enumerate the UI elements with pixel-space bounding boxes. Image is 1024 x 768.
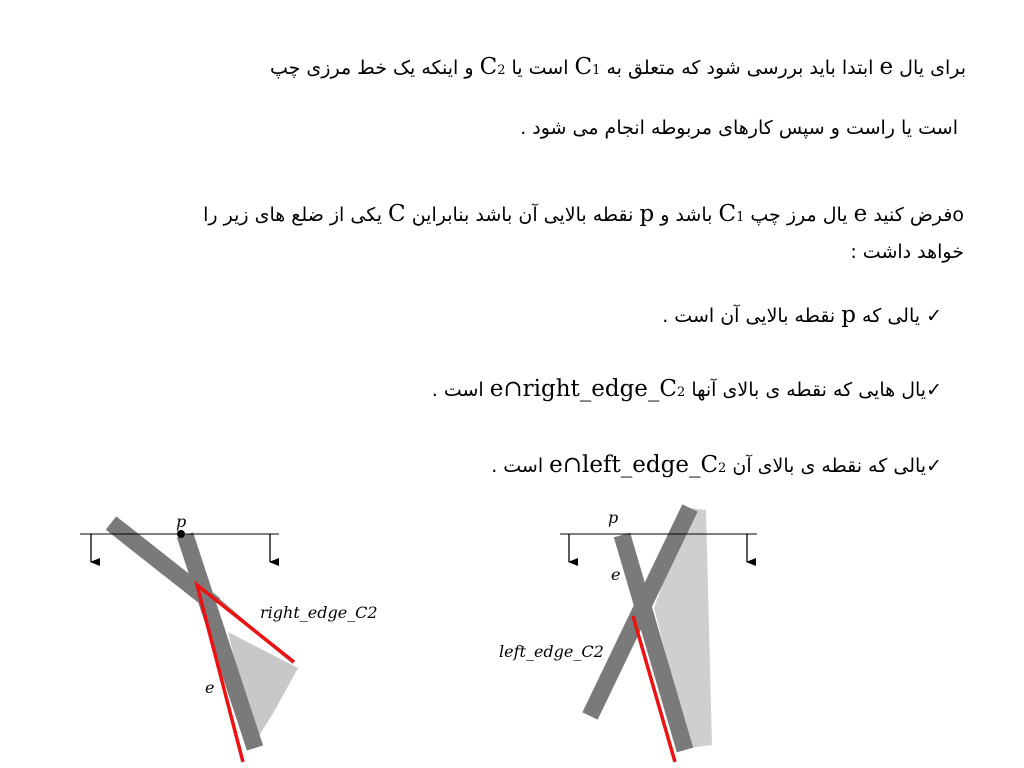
b2-expr-main: e∩right_edge_C	[489, 376, 678, 402]
p2-t3: باشد و	[660, 204, 713, 226]
checkmark-icon: ✓	[926, 305, 942, 327]
left-p-label: p	[176, 512, 187, 531]
p2-c1-subscript: 1	[736, 210, 745, 225]
c2-subscript: 2	[497, 63, 506, 78]
p2-c-symbol: C	[388, 201, 406, 227]
p1-mid: ابتدا باید بررسی شود که متعلق به	[606, 57, 874, 79]
b3-t2: است .	[491, 455, 544, 477]
p2-c1-letter: C	[718, 201, 737, 227]
b1-p-symbol: p	[841, 302, 856, 328]
paragraph-1-line-2: است یا راست و سپس کارهای مربوطه انجام می شود .	[520, 117, 958, 139]
b3-expr-main: e∩left_edge_C	[549, 452, 719, 478]
checkmark-icon: ✓	[926, 379, 942, 401]
circle-bullet-icon: o	[952, 204, 964, 226]
p1-prefix: برای یال	[899, 57, 966, 79]
b3-expr-subscript: 2	[718, 461, 727, 476]
c1-letter: C	[574, 54, 593, 80]
right-p-label: p	[608, 508, 619, 527]
checkmark-icon: ✓	[926, 455, 942, 477]
left-e-label: e	[205, 678, 215, 697]
figure-left	[80, 512, 378, 762]
left-point-p	[177, 530, 185, 538]
figure-right	[499, 508, 757, 762]
b1-t2: نقطه بالایی آن است .	[662, 305, 836, 327]
p2-t1: فرض کنید	[873, 204, 953, 226]
right-shaded-region	[654, 508, 712, 748]
p2-t4: نقطه بالایی آن باشد بنابراین	[411, 204, 634, 226]
c1-subscript: 1	[592, 63, 601, 78]
p1-suffix: و اینکه یک خط مرزی چپ	[269, 57, 474, 79]
right-edge-label: left_edge_C2	[499, 642, 604, 661]
left-edge-label: right_edge_C2	[260, 603, 378, 622]
p2-t5: یکی از ضلع های زیر را	[203, 204, 382, 226]
edge-e-symbol: e	[879, 54, 894, 80]
p1-mid2: است یا	[511, 57, 569, 79]
p2-t2: یال مرز چپ	[750, 204, 848, 226]
b2-expr-subscript: 2	[677, 385, 686, 400]
p2-e-symbol: e	[853, 201, 868, 227]
b2-t1: یال هایی که نقطه ی بالای آنها	[691, 379, 927, 401]
p2-p-symbol: p	[639, 201, 655, 227]
paragraph-2-line-2: خواهد داشت :	[850, 241, 964, 263]
b3-t1: یالی که نقطه ی بالای آن	[732, 455, 927, 477]
c2-letter: C	[479, 54, 498, 80]
right-e-label: e	[611, 565, 621, 584]
b1-t1: یالی که	[862, 305, 921, 327]
b2-t2: است .	[431, 379, 484, 401]
